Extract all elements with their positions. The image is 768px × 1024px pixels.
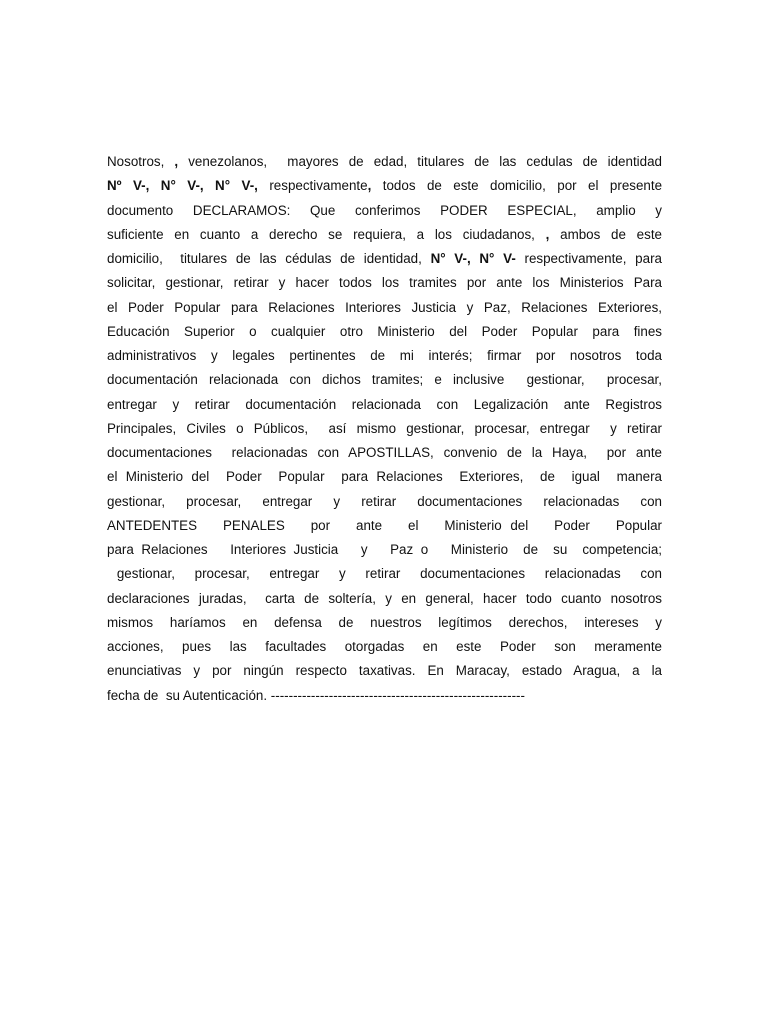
text-line xyxy=(107,659,662,683)
text-segment: suficiente en cuanto a derecho se requiera, a los ciudadanos, xyxy=(107,226,546,242)
text-line xyxy=(107,490,662,514)
text-line xyxy=(107,344,662,368)
text-segment: Principales, Civiles o Públicos, así mismo gestionar, procesar, entregar y retirar xyxy=(107,420,662,436)
text-segment: Educación Superior o cualquier otro Ministerio del Poder Popular para fines xyxy=(107,323,662,339)
text-segment: domicilio, titulares de las cédulas de identidad, xyxy=(107,251,431,266)
text-line xyxy=(107,684,662,708)
text-segment: solicitar, gestionar, retirar y hacer todos los tramites por ante los Ministerios Para xyxy=(107,275,662,291)
text-line xyxy=(107,611,662,635)
text-segment: Nosotros, xyxy=(107,154,175,169)
text-line xyxy=(107,271,662,295)
text-segment: declaraciones juradas, carta de soltería, y en general, hacer todo cuanto nosotros xyxy=(107,590,662,606)
text-segment: para Relaciones Interiores Justicia y Paz o Ministerio de su competencia; xyxy=(107,542,662,557)
text-line xyxy=(107,514,662,538)
text-segment: administrativos y legales pertinentes de mi interés; firmar por nosotros toda xyxy=(107,348,662,363)
text-segment: gestionar, procesar, entregar y retirar documentaciones relacionadas con xyxy=(107,566,662,582)
text-line xyxy=(107,223,662,247)
text-segment: ANTEDENTES PENALES por ante el Ministerio del Poder Popular xyxy=(107,517,662,533)
text-segment: acciones, pues las facultades otorgadas en este Poder son meramente xyxy=(107,639,662,654)
text-segment: mismos haríamos en defensa de nuestros legítimos derechos, intereses y xyxy=(107,614,662,630)
text-segment: documento DECLARAMOS: Que conferimos PODER ESPECIAL, amplio y xyxy=(107,202,662,218)
text-segment: fecha de su Autenticación. --------------------------------------------------------- xyxy=(107,687,525,703)
text-segment: documentación relacionada con dichos tramites; e inclusive gestionar, procesar, xyxy=(107,372,662,388)
text-line xyxy=(107,150,662,174)
text-line xyxy=(107,174,662,198)
text-segment: respectivamente, para xyxy=(515,251,662,266)
text-segment: el Poder Popular para Relaciones Interiores Justicia y Paz, Relaciones Exteriores, xyxy=(107,299,662,315)
poder-especial-text xyxy=(107,150,662,708)
bold-text-segment: Nº V-, N° V-, N° V-, xyxy=(107,178,258,194)
text-line xyxy=(107,538,662,562)
text-segment: entregar y retirar documentación relacionada con Legalización ante Registros xyxy=(107,396,662,412)
bold-text-segment: , xyxy=(367,178,372,194)
text-line xyxy=(107,587,662,611)
text-line xyxy=(107,247,662,271)
text-line xyxy=(107,393,662,417)
text-segment: ambos de este xyxy=(549,226,662,242)
text-line xyxy=(107,199,662,223)
text-line xyxy=(107,417,662,441)
bold-text-segment: N° V-, N° V- xyxy=(430,251,516,266)
text-line xyxy=(107,368,662,392)
text-segment: documentaciones relacionadas con APOSTILLAS, convenio de la Haya, por ante xyxy=(107,445,662,460)
text-line xyxy=(107,635,662,659)
text-line xyxy=(107,320,662,344)
text-line xyxy=(107,465,662,489)
bold-text-segment: , xyxy=(545,226,550,242)
text-segment: venezolanos, mayores de edad, titulares de las cedulas de identidad xyxy=(178,154,662,169)
text-line xyxy=(107,296,662,320)
text-segment: gestionar, procesar, entregar y retirar documentaciones relacionadas con xyxy=(107,493,662,509)
text-segment: todos de este domicilio, por el presente xyxy=(371,178,663,194)
bold-text-segment: , xyxy=(174,154,179,169)
text-segment: enunciativas y por ningún respecto taxativas. En Maracay, estado Aragua, a la xyxy=(107,663,662,679)
text-segment: respectivamente xyxy=(257,178,368,194)
text-segment: el Ministerio del Poder Popular para Relaciones Exteriores, de igual manera xyxy=(107,469,662,485)
text-line xyxy=(107,562,662,586)
text-line xyxy=(107,441,662,465)
